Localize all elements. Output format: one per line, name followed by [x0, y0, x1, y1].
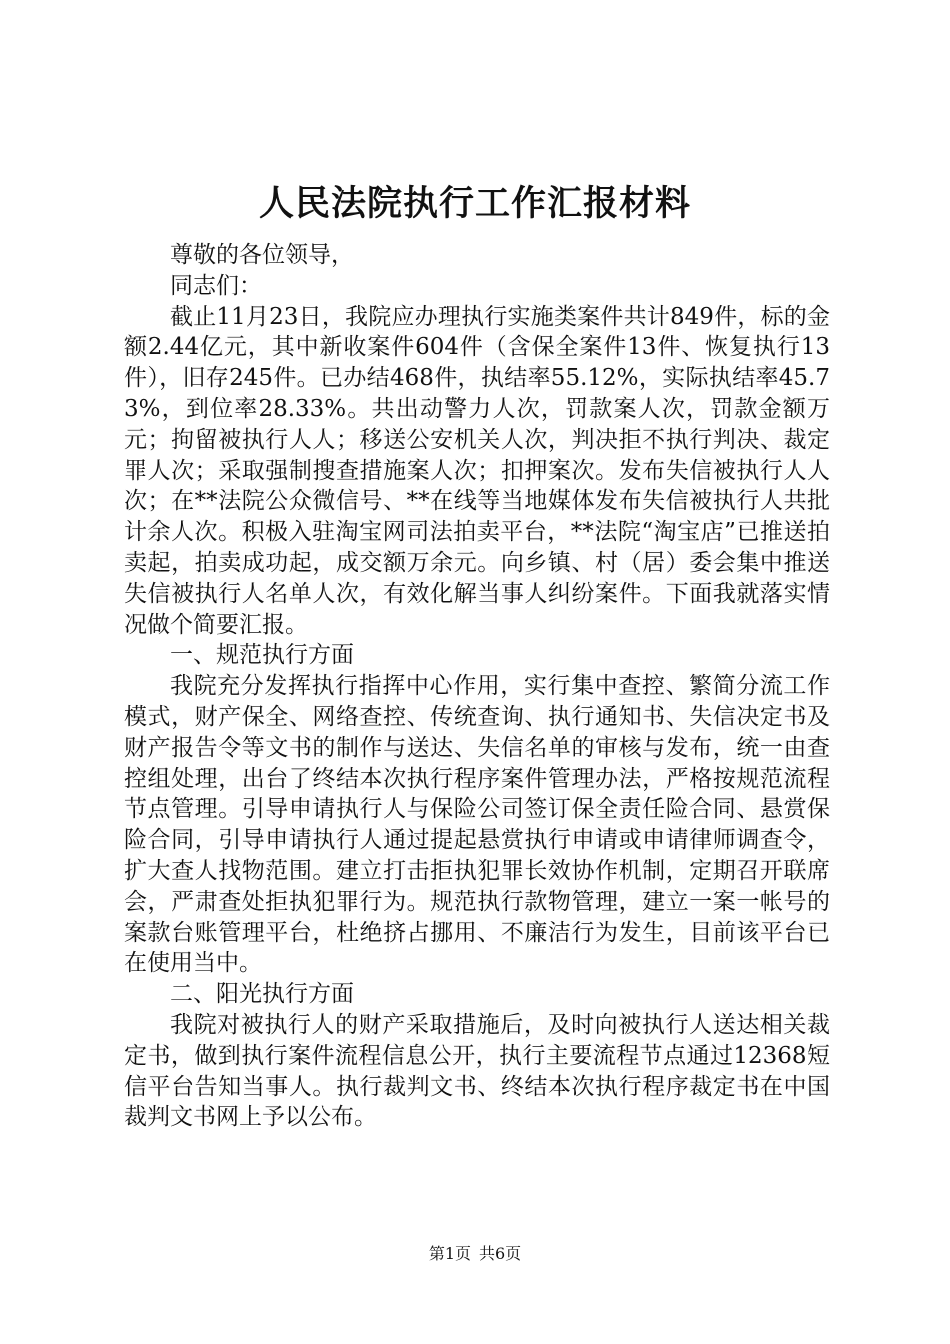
section-heading-1: 一、规范执行方面	[170, 642, 354, 669]
page-footer	[0, 1243, 950, 1265]
paragraph-summary: 截止11月23日，我院应办理执行实施类案件共计849件，标的金额2.44亿元，其中新收案件604件（含保全案件13件、恢复执行13件），旧存245件。已办结468件，执结率55.12%，实际执结率45.73%，到位率28.33%。共出动警力人次，罚款案人次，罚款金额万元；拘留被执行人人；移送公安机关人次，判决拒不执行判决、裁定罪人次；采取强制搜查措施案人次；扣押案次。发布失信被执行人人次；在**法院公众微信号、**在线等当地媒体发布失信被执行人共批计余人次。积极入驻淘宝网司法拍卖平台，**法院“淘宝店”已推送拍卖起，拍卖成功起，成交额万余元。向乡镇、村（居）委会集中推送失信被执行人名单人次，有效化解当事人纠纷案件。下面我就落实情况做个简要汇报。	[124, 303, 830, 638]
section-heading-2: 二、阳光执行方面	[170, 981, 354, 1008]
page-total: 共6页	[479, 1244, 522, 1263]
greeting-line-1: 尊敬的各位领导，	[170, 242, 354, 268]
document-title: 人民法院执行工作汇报材料	[258, 183, 691, 224]
paragraph-sunshine-execution: 我院对被执行人的财产采取措施后，及时向被执行人送达相关裁定书，做到执行案件流程信息公开，执行主要流程节点通过12368短信平台告知当事人。执行裁判文书、终结本次执行程序裁定书在中国裁判文书网上予以公布。	[124, 1011, 830, 1131]
document-body	[124, 240, 830, 1133]
page-number: 第1页	[428, 1244, 471, 1263]
greeting-line-2: 同志们：	[170, 272, 262, 299]
paragraph-standard-execution: 我院充分发挥执行指挥中心作用，实行集中查控、繁简分流工作模式，财产保全、网络查控、传统查询、执行通知书、失信决定书及财产报告令等文书的制作与送达、失信名单的审核与发布，统一由查控组处理，出台了终结本次执行程序案件管理办法，严格按规范流程节点管理。引导申请执行人与保险公司签订保全责任险合同、悬赏保险合同，引导申请执行人通过提起悬赏执行申请或申请律师调查令，扩大查人找物范围。建立打击拒执犯罪长效协作机制，定期召开联席会，严肃查处拒执犯罪行为。规范执行款物管理，建立一案一帐号的案款台账管理平台，杜绝挤占挪用、不廉洁行为发生，目前该平台已在使用当中。	[124, 673, 830, 977]
